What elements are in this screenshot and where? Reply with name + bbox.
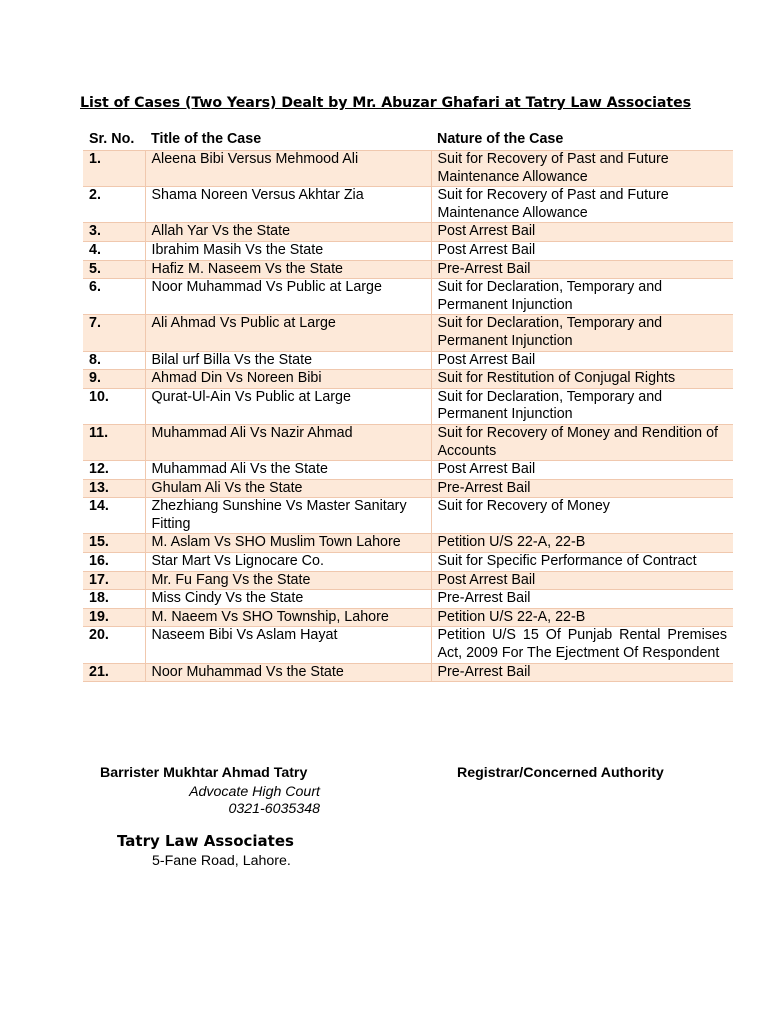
cell-case-title: Star Mart Vs Lignocare Co. (145, 553, 431, 572)
cell-case-nature: Suit for Recovery of Money and Rendition of Accounts (431, 424, 733, 460)
cell-case-title: Hafiz M. Naseem Vs the State (145, 260, 431, 279)
table-row (83, 571, 733, 590)
table-row (83, 388, 733, 424)
cell-case-title: Naseem Bibi Vs Aslam Hayat (145, 627, 431, 663)
cell-case-nature: Post Arrest Bail (431, 223, 733, 242)
cell-case-nature: Petition U/S 15 Of Punjab Rental Premises Act, 2009 For The Ejectment Of Respondent (431, 627, 733, 663)
signatory-phone: 0321-6035348 (228, 801, 320, 817)
cell-sr-no: 9. (83, 370, 145, 389)
cell-case-nature: Suit for Recovery of Past and Future Maintenance Allowance (431, 151, 733, 187)
table-row (83, 627, 733, 663)
header-title: Title of the Case (151, 131, 262, 147)
cell-case-title: M. Naeem Vs SHO Township, Lahore (145, 608, 431, 627)
cell-case-title: Shama Noreen Versus Akhtar Zia (145, 187, 431, 223)
cell-case-title: Ali Ahmad Vs Public at Large (145, 315, 431, 351)
table-row (83, 479, 733, 498)
table-row (83, 223, 733, 242)
table-row (83, 590, 733, 609)
table-row (83, 424, 733, 460)
table-row (83, 370, 733, 389)
firm-address: 5-Fane Road, Lahore. (152, 853, 291, 869)
cell-case-nature: Suit for Recovery of Past and Future Maintenance Allowance (431, 187, 733, 223)
cell-case-nature: Pre-Arrest Bail (431, 590, 733, 609)
cell-case-nature: Pre-Arrest Bail (431, 663, 733, 682)
table-row (83, 553, 733, 572)
cell-case-title: Ibrahim Masih Vs the State (145, 241, 431, 260)
cell-sr-no: 17. (83, 571, 145, 590)
cell-sr-no: 4. (83, 241, 145, 260)
cell-case-title: Ghulam Ali Vs the State (145, 479, 431, 498)
cell-sr-no: 3. (83, 223, 145, 242)
cell-case-nature: Post Arrest Bail (431, 241, 733, 260)
cell-case-nature: Suit for Declaration, Temporary and Permanent Injunction (431, 315, 733, 351)
table-row (83, 187, 733, 223)
cell-sr-no: 2. (83, 187, 145, 223)
cell-sr-no: 7. (83, 315, 145, 351)
cell-case-nature: Pre-Arrest Bail (431, 260, 733, 279)
cell-sr-no: 12. (83, 461, 145, 480)
cell-case-nature: Suit for Recovery of Money (431, 498, 733, 534)
table-row (83, 351, 733, 370)
document-title: List of Cases (Two Years) Dealt by Mr. Abuzar Ghafari at Tatry Law Associates (80, 95, 691, 111)
cell-case-nature: Suit for Declaration, Temporary and Permanent Injunction (431, 388, 733, 424)
cell-sr-no: 16. (83, 553, 145, 572)
cell-case-nature: Pre-Arrest Bail (431, 479, 733, 498)
cell-case-nature: Suit for Restitution of Conjugal Rights (431, 370, 733, 389)
cell-case-title: Allah Yar Vs the State (145, 223, 431, 242)
signatory-role: Advocate High Court (189, 784, 320, 800)
cell-sr-no: 19. (83, 608, 145, 627)
table-header-row (83, 130, 733, 151)
cell-sr-no: 6. (83, 279, 145, 315)
cell-case-nature: Petition U/S 22-A, 22-B (431, 608, 733, 627)
table-row (83, 315, 733, 351)
cell-case-title: Aleena Bibi Versus Mehmood Ali (145, 151, 431, 187)
cell-case-title: Muhammad Ali Vs the State (145, 461, 431, 480)
cell-case-title: Noor Muhammad Vs the State (145, 663, 431, 682)
firm-name: Tatry Law Associates (117, 832, 294, 850)
cell-sr-no: 20. (83, 627, 145, 663)
cell-sr-no: 5. (83, 260, 145, 279)
table-row (83, 151, 733, 187)
header-nature: Nature of the Case (437, 131, 564, 147)
cell-sr-no: 15. (83, 534, 145, 553)
cell-sr-no: 13. (83, 479, 145, 498)
cell-case-nature: Post Arrest Bail (431, 571, 733, 590)
table-row (83, 241, 733, 260)
table-row (83, 534, 733, 553)
table-row (83, 608, 733, 627)
table-row (83, 461, 733, 480)
table-row (83, 498, 733, 534)
cell-case-nature: Petition U/S 22-A, 22-B (431, 534, 733, 553)
cell-case-title: M. Aslam Vs SHO Muslim Town Lahore (145, 534, 431, 553)
signatory-name: Barrister Mukhtar Ahmad Tatry (100, 765, 308, 781)
cell-case-title: Miss Cindy Vs the State (145, 590, 431, 609)
cell-case-nature: Post Arrest Bail (431, 351, 733, 370)
cell-case-title: Qurat-Ul-Ain Vs Public at Large (145, 388, 431, 424)
cell-sr-no: 14. (83, 498, 145, 534)
cases-table (83, 130, 733, 682)
table-row (83, 663, 733, 682)
cell-sr-no: 18. (83, 590, 145, 609)
cell-case-nature: Post Arrest Bail (431, 461, 733, 480)
cell-case-title: Muhammad Ali Vs Nazir Ahmad (145, 424, 431, 460)
cell-sr-no: 21. (83, 663, 145, 682)
cell-case-title: Mr. Fu Fang Vs the State (145, 571, 431, 590)
cell-case-nature: Suit for Specific Performance of Contract (431, 553, 733, 572)
table-body (83, 151, 733, 682)
table-row (83, 260, 733, 279)
table-row (83, 279, 733, 315)
authority-label: Registrar/Concerned Authority (457, 765, 664, 781)
cell-sr-no: 1. (83, 151, 145, 187)
cell-sr-no: 10. (83, 388, 145, 424)
cell-case-title: Bilal urf Billa Vs the State (145, 351, 431, 370)
cell-sr-no: 8. (83, 351, 145, 370)
cell-case-title: Noor Muhammad Vs Public at Large (145, 279, 431, 315)
cell-sr-no: 11. (83, 424, 145, 460)
cell-case-nature: Suit for Declaration, Temporary and Permanent Injunction (431, 279, 733, 315)
header-sr-no: Sr. No. (89, 131, 135, 147)
cell-case-title: Zhezhiang Sunshine Vs Master Sanitary Fitting (145, 498, 431, 534)
cell-case-title: Ahmad Din Vs Noreen Bibi (145, 370, 431, 389)
